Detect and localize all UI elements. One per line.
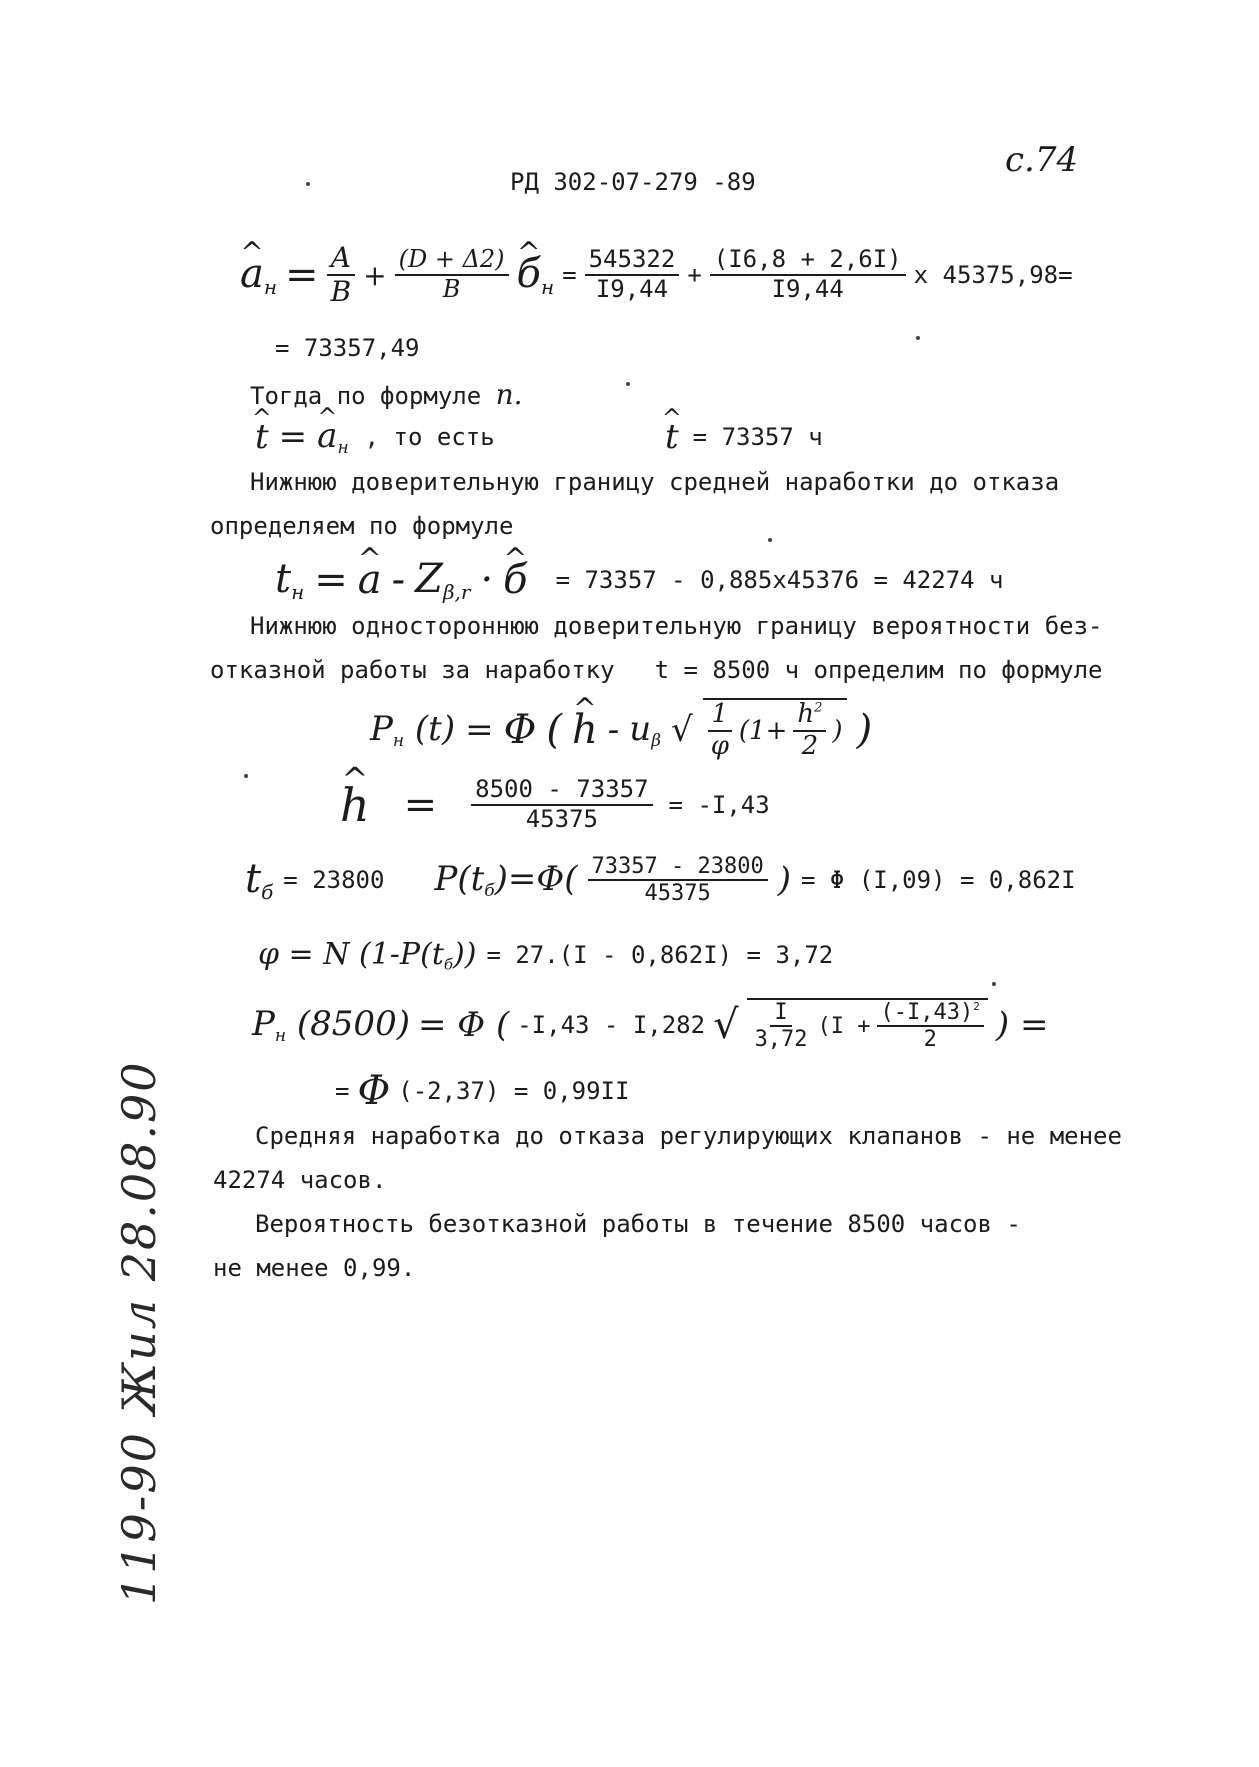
a-hat: ^ $a_н$: [317, 416, 348, 458]
close-paren-equals: ) =: [995, 1005, 1049, 1045]
sqrt-body: $\frac{1}{\varphi}$ (1+ $\frac{h^2}{2}$ ): [703, 698, 847, 762]
t-lower: $t_н$: [275, 556, 305, 604]
sigma-hat: ^ б: [503, 557, 527, 603]
h-hat: ^ h: [572, 707, 598, 753]
z-quantile: $Z_{\beta,r}$: [415, 556, 471, 604]
that-is-text: , то есть: [364, 423, 495, 451]
scan-dot: [244, 774, 248, 778]
conclusion-2-line-2: не менее 0,99.: [213, 1254, 416, 1282]
one-over-3-72: $\frac{I}{3,72}$: [754, 999, 808, 1052]
p-lower-8500: $P_н$ (8500): [252, 1004, 410, 1046]
scan-dot: [306, 182, 310, 186]
formula-t-b: [245, 850, 1076, 910]
paragraph-lower-bound-1: Нижнюю доверительную границу средней наработки до отказа: [250, 468, 1060, 496]
formula-t-lower-calc: = 73357 - 0,885x45376 = 42274 ч: [555, 566, 1004, 594]
margin-handwritten-note: 119-90 Жил 28.08.90: [112, 1060, 166, 1605]
phi-symbol: Φ: [357, 1068, 391, 1114]
formula-h: [340, 765, 770, 845]
formula-p-8500-result: = Φ (-2,37) = 0,99II: [335, 1068, 630, 1114]
sigma-hat: ^ $б_н$: [517, 251, 555, 299]
h-fraction: $\frac{8500 - 73357}{45375}$: [471, 776, 652, 833]
equals-sign: =: [403, 782, 438, 828]
then-line: Тогда по формуле n.: [250, 378, 523, 411]
conclusion-2-line-1: Вероятность безотказной работы в течение 8500 часов -: [255, 1210, 1021, 1238]
phi-calc: = 27.(I - 0,862I) = 3,72: [486, 941, 834, 969]
p-of-tb: $P(t_б)=\Phi$(: [434, 859, 578, 901]
u-quantile: $u_\beta$: [629, 709, 662, 751]
t-b: $t_б$: [245, 856, 274, 904]
formula-p-lower: [370, 695, 872, 765]
t-b-value: = 23800: [283, 866, 385, 894]
page-mark: c.74: [1005, 140, 1079, 180]
fraction-a-over-b: $\frac{A}{B}$: [327, 242, 356, 308]
sqrt-sign: √: [713, 1002, 739, 1048]
close-paren: ): [777, 860, 792, 900]
a-hat: ^ a: [358, 557, 382, 603]
formula-p-8500: [252, 985, 1048, 1065]
scan-dot: [768, 538, 772, 542]
paragraph-probability-2: отказной работы за наработку t = 8500 ч определим по формуле: [210, 656, 1103, 684]
t-value: ^ t = 73357 ч: [665, 412, 823, 462]
equals-sign: =: [314, 557, 348, 603]
phi-hand: φ = N $(1-P(t_б))$: [258, 936, 477, 974]
open-paren: (: [546, 707, 563, 753]
formula-t-lower: [275, 550, 1004, 610]
conclusion-1-line-1: Средняя наработка до отказа регулирующих клапанов - не менее: [255, 1122, 1122, 1150]
sqrt-body-8500: $\frac{I}{3,72}$ (I + $\frac{(-I,43)^2}{2}$: [747, 998, 988, 1053]
t-equals-a: [255, 412, 495, 462]
h-squared-over-two-8500: $\frac{(-I,43)^2}{2}$: [877, 1000, 984, 1053]
formula-phi: [258, 930, 833, 980]
equals-phi: = Φ (: [417, 1005, 510, 1045]
t-b-fraction: $\frac{73357 - 23800}{45375}$: [588, 854, 768, 907]
equals-sign: =: [465, 710, 494, 750]
p-8500-part-a: -I,43 - I,282: [517, 1011, 706, 1039]
minus-sign: -: [391, 557, 406, 603]
value-fraction-1: $\frac{545322}{I9,44}$: [585, 246, 680, 303]
t-hat: ^ t: [255, 417, 269, 457]
h-result: = -I,43: [668, 791, 770, 819]
sqrt-sign: √: [671, 710, 693, 750]
dot-operator: ·: [480, 557, 494, 603]
scan-dot: [916, 336, 920, 340]
formula-a-result: = 73357,49: [275, 334, 420, 362]
p-lower: $P_н$ (t): [370, 709, 456, 751]
formula-a-hat: [240, 230, 1073, 320]
doc-code: РД 302-07-279 -89: [510, 168, 756, 196]
fraction-d-delta: $\frac{(D + \Delta 2)}{B}$: [395, 246, 509, 303]
h-squared-over-two: $\frac{h^2}{2}$: [793, 700, 826, 762]
equals-sign: =: [562, 261, 577, 289]
paragraph-probability-1: Нижнюю одностороннюю доверительную границу вероятности без-: [250, 612, 1103, 640]
close-paren: ): [856, 707, 873, 753]
plus-sign: +: [687, 261, 702, 289]
value-fraction-2: $\frac{(I6,8 + 2,6I)}{I9,44}$: [710, 246, 906, 303]
plus-sign: +: [363, 258, 387, 292]
equals-sign: =: [278, 417, 308, 457]
formula-a-tail: x 45375,98=: [913, 261, 1073, 289]
formula-a-lhs: ^ $a_н$: [240, 251, 277, 299]
paragraph-lower-bound-2: определяем по формуле: [210, 512, 514, 540]
conclusion-1-line-2: 42274 часов.: [213, 1166, 387, 1194]
minus-sign: -: [607, 710, 620, 750]
t-hat: ^ t: [665, 417, 679, 457]
t-b-tail: = Φ (I,09) = 0,862I: [801, 866, 1076, 894]
h-hat: ^ h: [340, 778, 370, 832]
one-over-phi: $\frac{1}{\varphi}$: [707, 700, 733, 762]
equals-sign: =: [285, 252, 319, 298]
phi-symbol: Φ: [503, 707, 537, 753]
scan-dot: [626, 382, 630, 386]
